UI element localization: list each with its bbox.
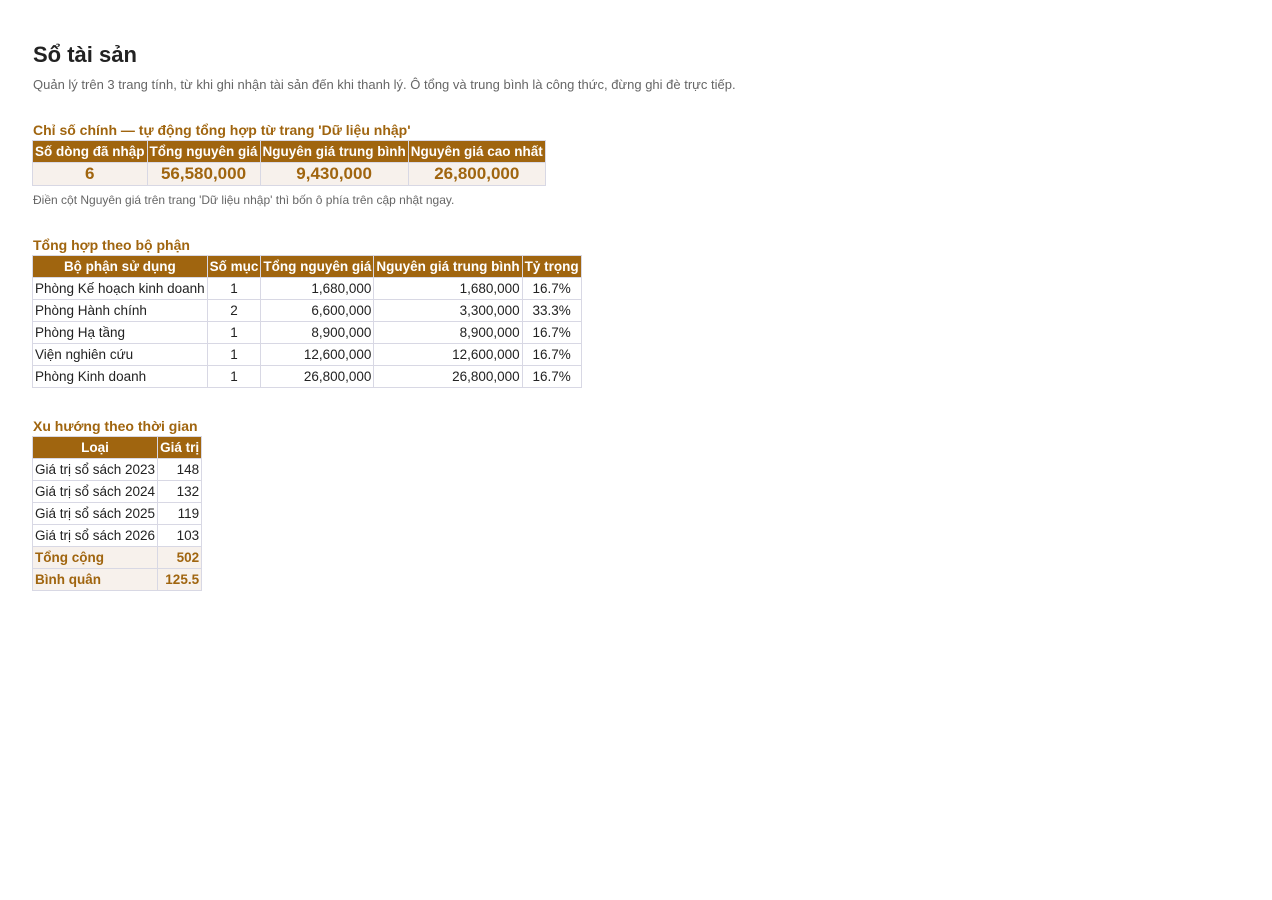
page-title: Sổ tài sản — [33, 42, 137, 67]
item-count-cell[interactable]: 1 — [207, 344, 261, 366]
item-count-cell[interactable]: 2 — [207, 300, 261, 322]
average-cost-cell[interactable]: 1,680,000 — [374, 278, 522, 300]
kpi-table — [32, 140, 546, 186]
total-cost-cell[interactable]: 8,900,000 — [261, 322, 374, 344]
trend-value-cell[interactable]: 132 — [158, 481, 202, 503]
department-header-cell[interactable]: Nguyên giá trung bình — [374, 256, 522, 278]
table-row — [33, 481, 202, 503]
item-count-cell[interactable]: 1 — [207, 278, 261, 300]
department-header-cell[interactable]: Số mục — [207, 256, 261, 278]
trend-value-cell[interactable]: 148 — [158, 459, 202, 481]
average-cost-cell[interactable]: 12,600,000 — [374, 344, 522, 366]
item-count-cell[interactable]: 1 — [207, 322, 261, 344]
table-row — [33, 344, 582, 366]
total-row — [33, 547, 202, 569]
share-cell[interactable]: 16.7% — [522, 322, 581, 344]
table-row — [33, 322, 582, 344]
department-name-cell[interactable]: Viện nghiên cứu — [33, 344, 208, 366]
kpi-total-cost[interactable]: 56,580,000 — [147, 163, 260, 186]
department-name-cell[interactable]: Phòng Hạ tầng — [33, 322, 208, 344]
share-cell[interactable]: 16.7% — [522, 344, 581, 366]
item-count-cell[interactable]: 1 — [207, 366, 261, 388]
average-cost-cell[interactable]: 26,800,000 — [374, 366, 522, 388]
average-row — [33, 569, 202, 591]
table-row — [33, 503, 202, 525]
total-cost-cell[interactable]: 6,600,000 — [261, 300, 374, 322]
trend-header-cell[interactable]: Loại — [33, 437, 158, 459]
table-row — [33, 300, 582, 322]
department-section-title: Tổng hợp theo bộ phận — [33, 237, 190, 253]
kpi-header-cell[interactable]: Nguyên giá trung bình — [260, 141, 408, 163]
kpi-header-cell[interactable]: Nguyên giá cao nhất — [408, 141, 545, 163]
trend-header-cell[interactable]: Giá trị — [158, 437, 202, 459]
kpi-average-cost[interactable]: 9,430,000 — [260, 163, 408, 186]
department-name-cell[interactable]: Phòng Kinh doanh — [33, 366, 208, 388]
trend-value-cell[interactable]: 103 — [158, 525, 202, 547]
table-row — [33, 459, 202, 481]
trend-label-cell[interactable]: Giá trị sổ sách 2024 — [33, 481, 158, 503]
trend-label-cell[interactable]: Giá trị sổ sách 2025 — [33, 503, 158, 525]
average-label-cell[interactable]: Bình quân — [33, 569, 158, 591]
department-header-cell[interactable]: Tỷ trọng — [522, 256, 581, 278]
page-subtitle: Quản lý trên 3 trang tính, từ khi ghi nhận tài sản đến khi thanh lý. Ô tổng và trung bình là công thức, đừng ghi đè trực tiếp. — [33, 77, 736, 92]
share-cell[interactable]: 16.7% — [522, 366, 581, 388]
share-cell[interactable]: 33.3% — [522, 300, 581, 322]
trend-section-title: Xu hướng theo thời gian — [33, 418, 198, 434]
total-cost-cell[interactable]: 1,680,000 — [261, 278, 374, 300]
department-header-row — [33, 256, 582, 278]
trend-value-cell[interactable]: 119 — [158, 503, 202, 525]
kpi-max-cost[interactable]: 26,800,000 — [408, 163, 545, 186]
total-cost-cell[interactable]: 12,600,000 — [261, 344, 374, 366]
department-name-cell[interactable]: Phòng Kế hoạch kinh doanh — [33, 278, 208, 300]
department-header-cell[interactable]: Tổng nguyên giá — [261, 256, 374, 278]
kpi-note: Điền cột Nguyên giá trên trang 'Dữ liệu nhập' thì bốn ô phía trên cập nhật ngay. — [33, 193, 455, 207]
average-cost-cell[interactable]: 3,300,000 — [374, 300, 522, 322]
kpi-value-row — [33, 163, 546, 186]
kpi-section-title: Chỉ số chính — tự động tổng hợp từ trang 'Dữ liệu nhập' — [33, 122, 411, 138]
table-row — [33, 525, 202, 547]
kpi-header-row — [33, 141, 546, 163]
total-label-cell[interactable]: Tổng cộng — [33, 547, 158, 569]
average-cost-cell[interactable]: 8,900,000 — [374, 322, 522, 344]
trend-table — [32, 436, 202, 591]
trend-label-cell[interactable]: Giá trị sổ sách 2026 — [33, 525, 158, 547]
average-value-cell[interactable]: 125.5 — [158, 569, 202, 591]
table-row — [33, 278, 582, 300]
department-header-cell[interactable]: Bộ phận sử dụng — [33, 256, 208, 278]
trend-header-row — [33, 437, 202, 459]
kpi-row-count[interactable]: 6 — [33, 163, 148, 186]
share-cell[interactable]: 16.7% — [522, 278, 581, 300]
trend-label-cell[interactable]: Giá trị sổ sách 2023 — [33, 459, 158, 481]
kpi-header-cell[interactable]: Tổng nguyên giá — [147, 141, 260, 163]
department-table — [32, 255, 582, 388]
total-cost-cell[interactable]: 26,800,000 — [261, 366, 374, 388]
table-row — [33, 366, 582, 388]
department-name-cell[interactable]: Phòng Hành chính — [33, 300, 208, 322]
total-value-cell[interactable]: 502 — [158, 547, 202, 569]
kpi-header-cell[interactable]: Số dòng đã nhập — [33, 141, 148, 163]
